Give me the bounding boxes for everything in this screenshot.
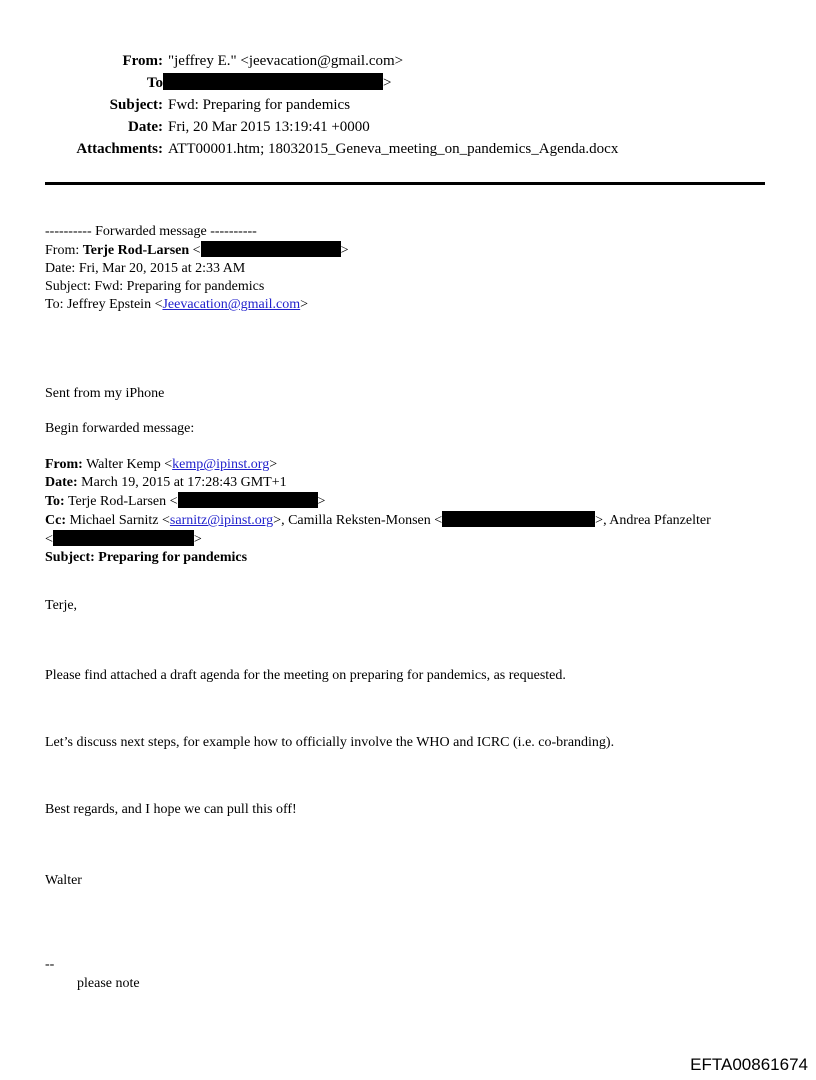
header-row-from [45,50,767,72]
header-label-date: Date: [128,119,163,135]
header-label-to: To [146,75,163,91]
fwd2-cc-line-2 [45,530,711,549]
body-signoff: Walter [45,873,82,888]
sent-from-iphone-line: Sent from my iPhone [45,386,165,401]
fwd2-subject-line: Subject: Preparing for pandemics [45,550,248,565]
fwd2-cc-mid: >, Camilla Reksten-Monsen < [273,513,443,528]
fwd2-cc-pre: Michael Sarnitz < [66,513,170,528]
forwarded-message-block-1 [45,223,348,314]
fwd1-date-line: Date: Fri, Mar 20, 2015 at 2:33 AM [45,261,246,276]
fwd2-to-label: To: [45,494,65,509]
fwd2-date-label: Date: [45,475,78,490]
fwd2-date-value: March 19, 2015 at 17:28:43 GMT+1 [77,475,287,490]
fwd1-to-line [45,296,348,314]
body-greeting: Terje, [45,598,78,613]
forwarded-message-divider: ---------- Forwarded message ---------- [45,224,257,239]
fwd2-cc-label: Cc: [45,513,66,528]
fwd1-to-prefix: To: Jeffrey Epstein < [45,297,163,312]
fwd2-cc2-close: > [193,532,202,547]
fwd2-from-label: From: [45,457,83,472]
fwd1-to-suffix: > [300,297,309,312]
fwd2-cc-post: >, Andrea Pfanzelter [595,513,711,528]
fwd2-from-line [45,456,711,474]
fwd2-from-pre: Walter Kemp < [82,457,173,472]
header-label-subject: Subject: [109,97,163,113]
redaction-bar [53,530,194,546]
fwd2-to-pre: Terje Rod-Larsen < [64,494,178,509]
header-label-attachments: Attachments: [76,141,163,157]
header-row-to [45,72,767,94]
fwd1-open-angle: < [189,243,201,258]
header-divider-rule [45,182,765,185]
fwd1-from-line [45,241,348,260]
body-paragraph-3: Best regards, and I hope we can pull this off! [45,802,297,817]
body-paragraph-1: Please find attached a draft agenda for the meeting on preparing for pandemics, as requested. [45,668,566,683]
signature-dashes: -- [45,957,55,972]
fwd1-from-name: Terje Rod-Larsen [82,243,190,258]
fwd1-from-prefix: From: [45,243,83,258]
header-row-attachments [45,138,767,160]
header-value-attachments: ATT00001.htm; 18032015_Geneva_meeting_on_pandemics_Agenda.docx [168,141,619,157]
fwd2-cc-line [45,511,711,530]
fwd2-cc2-open: < [45,532,53,547]
fwd2-to-post: > [317,494,326,509]
fwd2-to-line [45,492,711,511]
signature-note: please note [77,976,140,991]
fwd2-from-post: > [269,457,278,472]
fwd2-date-line [45,474,711,492]
header-value-from: "jeffrey E." <jeevacation@gmail.com> [168,53,404,69]
email-link-jeevacation[interactable]: Jeevacation@gmail.com [162,297,301,312]
header-value-subject: Fwd: Preparing for pandemics [168,97,351,113]
redaction-bar [442,511,595,527]
redaction-bar [163,73,383,90]
header-value-date: Fri, 20 Mar 2015 13:19:41 +0000 [168,119,370,135]
fwd1-close-angle: > [340,243,349,258]
fwd1-subject-line: Subject: Fwd: Preparing for pandemics [45,279,265,294]
forwarded-message-block-2 [45,456,711,567]
header-value-to [163,72,391,94]
header-row-date [45,116,767,138]
redaction-bar [178,492,318,508]
body-paragraph-2: Let’s discuss next steps, for example how to officially involve the WHO and ICRC (i.e. co-branding). [45,735,615,750]
bates-number: EFTA00861674 [690,1055,808,1074]
header-to-suffix: > [383,75,392,91]
header-label-from: From: [122,53,163,69]
email-header-block [45,50,767,160]
email-link-kemp[interactable]: kemp@ipinst.org [172,457,270,472]
redaction-bar [201,241,341,257]
header-row-subject [45,94,767,116]
begin-forwarded-line: Begin forwarded message: [45,421,195,436]
email-link-sarnitz[interactable]: sarnitz@ipinst.org [169,513,274,528]
